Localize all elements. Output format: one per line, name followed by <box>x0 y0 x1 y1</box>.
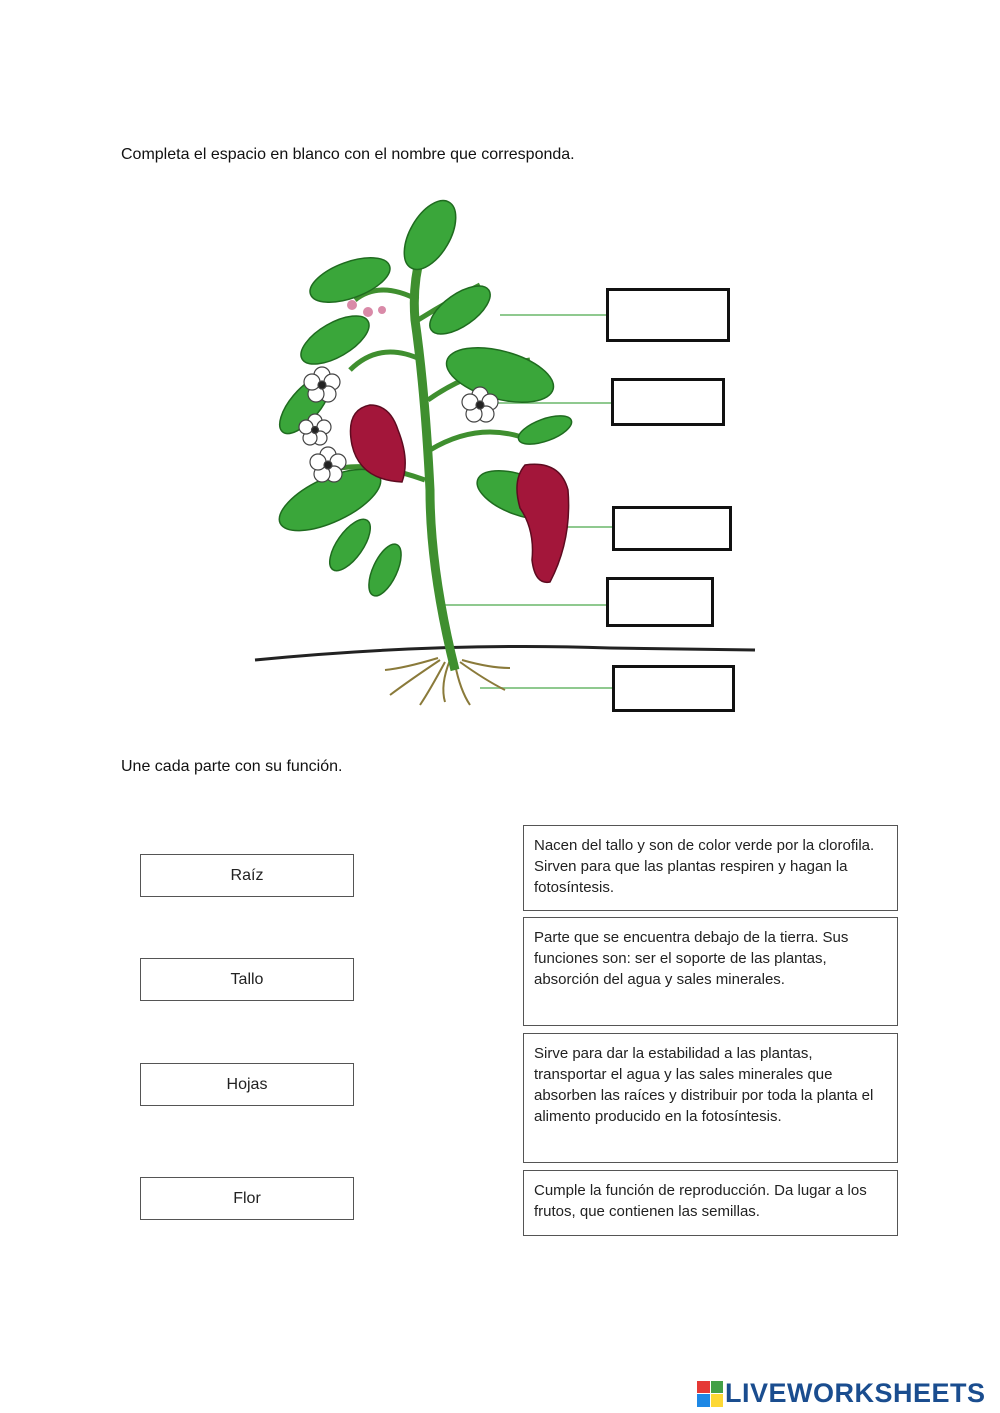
function-box-4[interactable]: Cumple la función de reproducción. Da lugar a los frutos, que contienen las semillas. <box>523 1170 898 1236</box>
roots <box>385 658 510 705</box>
ground-line <box>255 647 755 661</box>
part-box-flor[interactable]: Flor <box>140 1177 354 1220</box>
pepper-plant-illustration <box>140 190 780 720</box>
logo-wordmark: LIVEWORKSHEETS <box>725 1378 986 1408</box>
function-box-2[interactable]: Parte que se encuentra debajo de la tierra. Sus funciones son: ser el soporte de las plantas, absorción del agua y sales minerales. <box>523 917 898 1026</box>
answer-blank-1[interactable] <box>606 288 730 342</box>
flower-buds <box>347 300 386 317</box>
match-instruction: Une cada parte con su función. <box>121 758 343 775</box>
answer-blank-5[interactable] <box>612 665 735 712</box>
part-box-raiz[interactable]: Raíz <box>140 854 354 897</box>
part-box-hojas[interactable]: Hojas <box>140 1063 354 1106</box>
plant-diagram <box>140 190 780 720</box>
liveworksheets-logo <box>697 1378 986 1409</box>
answer-blank-4[interactable] <box>606 577 714 627</box>
answer-blank-2[interactable] <box>611 378 725 426</box>
function-box-3[interactable]: Sirve para dar la estabilidad a las plantas, transportar el agua y las sales minerales que absorben las raíces y distribuir por toda la planta el alimento producido en la fotosíntesis. <box>523 1033 898 1163</box>
answer-blank-3[interactable] <box>612 506 732 551</box>
fill-instruction: Completa el espacio en blanco con el nombre que corresponda. <box>121 146 575 163</box>
part-box-tallo[interactable]: Tallo <box>140 958 354 1001</box>
logo-badge-icon <box>697 1381 723 1407</box>
function-box-1[interactable]: Nacen del tallo y son de color verde por la clorofila. Sirven para que las plantas respiren y hagan la fotosíntesis. <box>523 825 898 911</box>
